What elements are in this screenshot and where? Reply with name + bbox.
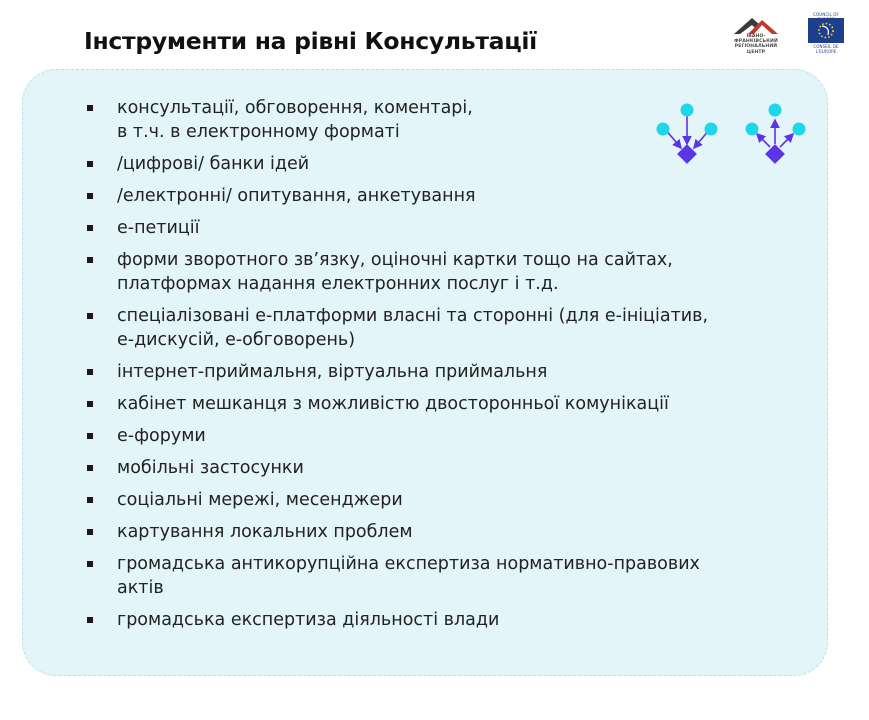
council-of-europe-logo [806, 12, 846, 54]
list-item-text: громадська експертиза діяльності влади [117, 610, 500, 630]
star-circle-icon [808, 18, 844, 43]
regional-center-logo [726, 14, 786, 55]
bullet-icon [87, 193, 93, 199]
list-item-text: е-форуми [117, 426, 206, 446]
list-item-text-cont: актів [117, 578, 164, 598]
list-item [86, 360, 786, 384]
bullet-icon [87, 433, 93, 439]
list-item [86, 216, 786, 240]
bullet-icon [87, 161, 93, 167]
list-item [86, 184, 786, 208]
list-item-text: мобільні застосунки [117, 458, 304, 478]
bullet-icon [87, 257, 93, 263]
page-title: Інструменти на рівні Консультації [84, 27, 537, 55]
bullet-icon [87, 401, 93, 407]
bullet-icon [87, 369, 93, 375]
regional-center-logo-mark [726, 14, 786, 36]
list-item [86, 520, 786, 544]
list-item-text: картування локальних проблем [117, 522, 413, 542]
list-item-text-cont: е-дискусій, е-обговорень) [117, 330, 356, 350]
list-item-text: консультації, обговорення, коментарі, [117, 98, 473, 118]
list-item [86, 488, 786, 512]
list-item [86, 456, 786, 480]
regional-center-caption: ІВАНО-ФРАНКІВСЬКИЙ РЕГІОНАЛЬНИЙ ЦЕНТР [734, 34, 778, 55]
council-of-europe-flag [808, 18, 844, 43]
list-item [86, 304, 786, 352]
council-caption-bottom: CONSEIL DE L'EUROPE [813, 44, 839, 54]
list-item-text: інтернет-приймальня, віртуальна приймальня [117, 362, 548, 382]
bullet-icon [87, 105, 93, 111]
list-item-text: /цифрові/ банки ідей [117, 154, 310, 174]
list-item-text: громадська антикорупційна експертиза нормативно-правових [117, 554, 700, 574]
list-item-text: соціальні мережі, месенджери [117, 490, 403, 510]
list-item-text-cont: платформах надання електронних послуг і т.д. [117, 274, 559, 294]
list-item [86, 152, 786, 176]
list-item-text: спеціалізовані е-платформи власні та сторонні (для е-ініціатив, [117, 306, 709, 326]
list-item [86, 424, 786, 448]
list-item [86, 608, 786, 632]
list-item-text: кабінет мешканця з можливістю двосторонньої комунікації [117, 394, 669, 414]
instruments-list [86, 96, 786, 640]
list-item [86, 248, 786, 296]
bullet-icon [87, 225, 93, 231]
list-item-text: е-петиції [117, 218, 200, 238]
bullet-icon [87, 465, 93, 471]
bullet-icon [87, 497, 93, 503]
list-item [86, 392, 786, 416]
bullet-icon [87, 617, 93, 623]
list-item [86, 552, 786, 600]
list-item-text: форми зворотного зв’язку, оціночні картки тощо на сайтах, [117, 250, 673, 270]
council-caption-top: COUNCIL OF [813, 12, 839, 17]
list-item [86, 96, 786, 144]
list-item-text-cont: в т.ч. в електронному форматі [117, 122, 400, 142]
bullet-icon [87, 529, 93, 535]
bullet-icon [87, 313, 93, 319]
list-item-text: /електронні/ опитування, анкетування [117, 186, 476, 206]
bullet-icon [87, 561, 93, 567]
